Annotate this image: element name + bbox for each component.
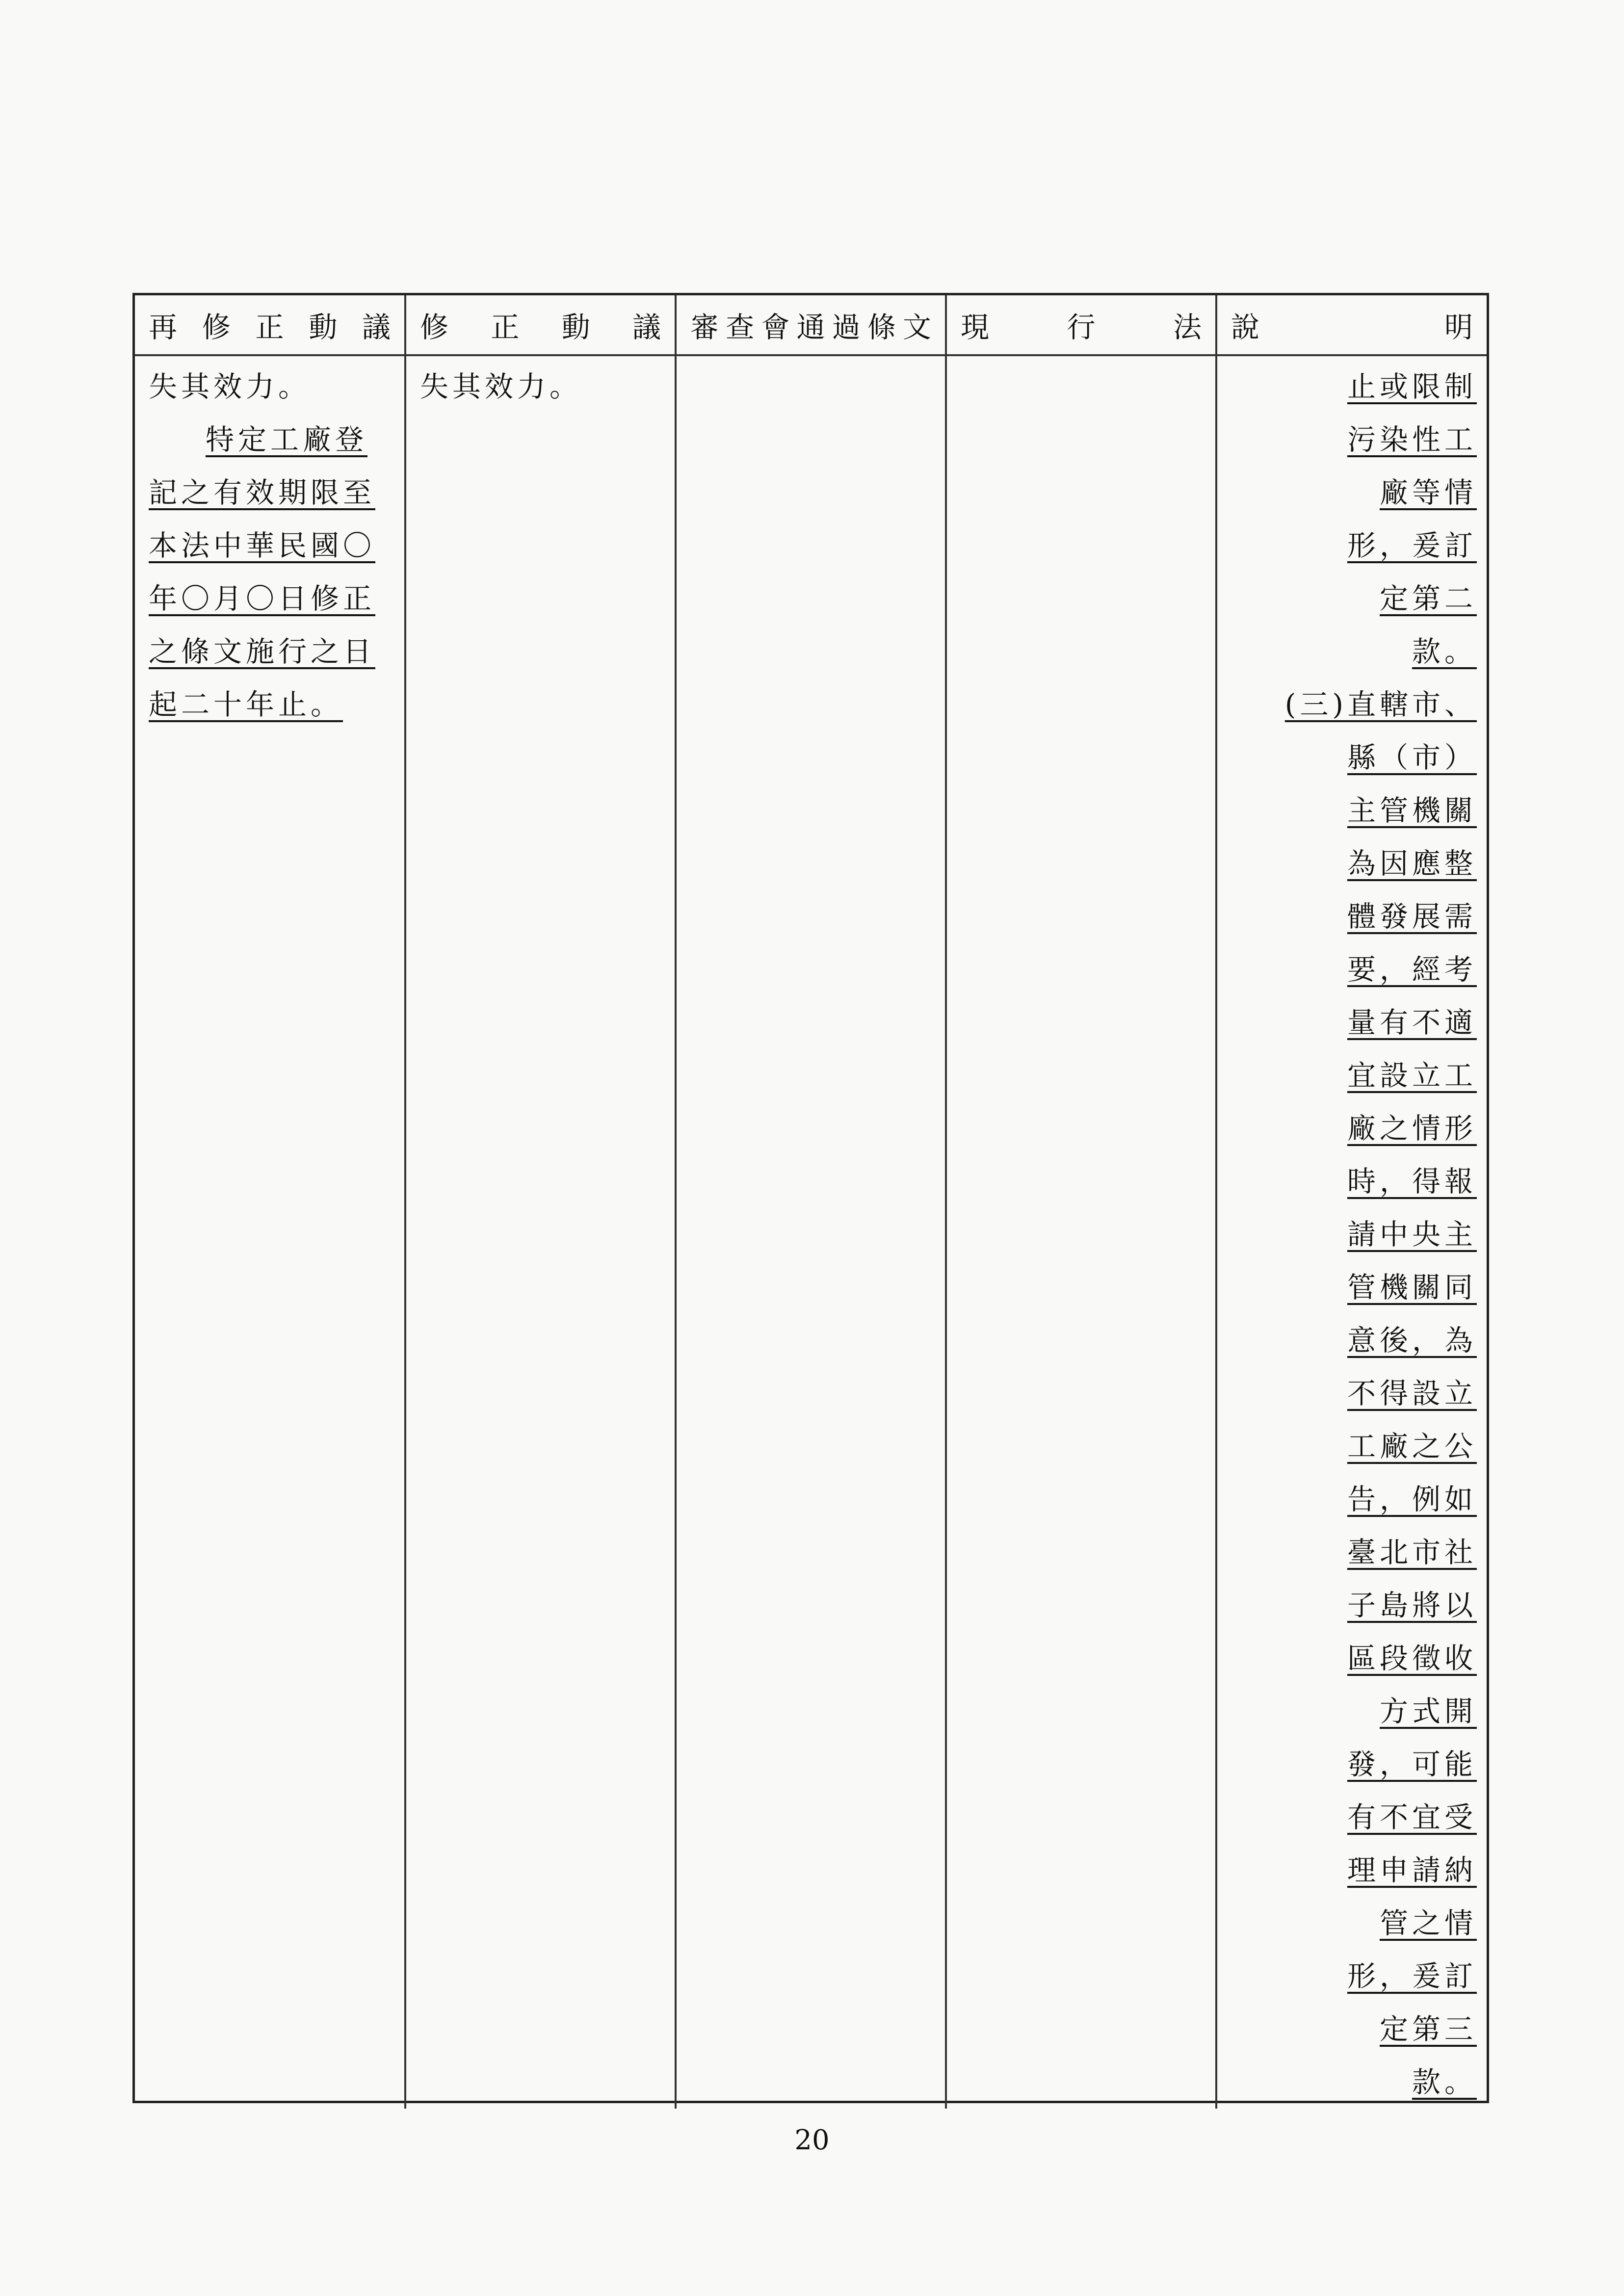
explanation-line: 有不宜受 (1347, 1800, 1477, 1834)
underlined-line: 本法中華民國〇 (149, 529, 376, 562)
explanation-line: 方式開 (1379, 1695, 1477, 1728)
explanation-line: 形，爰訂 (1347, 529, 1477, 562)
explanation-line: 時，得報 (1347, 1165, 1477, 1198)
header-amendment: 修正動議 (405, 295, 676, 355)
explanation-line: 管機關同 (1347, 1271, 1477, 1304)
cell-current-law (946, 355, 1216, 2109)
table-body-row (135, 355, 1487, 2109)
explanation-line: 管之情 (1379, 1906, 1477, 1940)
explanation-line: 工廠之公 (1347, 1430, 1477, 1463)
amendment-table (135, 295, 1487, 2109)
explanation-line: 臺北市社 (1347, 1536, 1477, 1569)
explanation-line: 縣（市） (1347, 741, 1477, 774)
explanation-line: 要，經考 (1347, 953, 1477, 986)
explanation-line: 發，可能 (1347, 1748, 1477, 1781)
explanation-line: 款。 (1412, 635, 1477, 668)
explanation-line: 形，爰訂 (1347, 1959, 1477, 1993)
explanation-line: (三)直轄市、 (1284, 688, 1477, 721)
explanation-line: 不得設立 (1347, 1377, 1477, 1410)
cell-explanation (1216, 355, 1487, 2109)
table-header-row (135, 295, 1487, 355)
underlined-line: 記之有效期限至 (149, 476, 376, 509)
explanation-line: 定第二 (1379, 582, 1477, 615)
header-current-law: 現行法 (946, 295, 1216, 355)
underlined-line: 之條文施行之日 (149, 635, 376, 668)
explanation-line: 意後，為 (1347, 1324, 1477, 1357)
comparison-table (132, 293, 1489, 2103)
header-explanation: 說明 (1216, 295, 1487, 355)
explanation-line: 宜設立工 (1347, 1059, 1477, 1092)
explanation-line: 廠之情形 (1347, 1112, 1477, 1145)
explanation-line: 主管機關 (1347, 794, 1477, 827)
explanation-line: 區段徵收 (1347, 1642, 1477, 1675)
explanation-line: 請中央主 (1347, 1218, 1477, 1251)
cell-committee-text (676, 355, 946, 2109)
header-committee-text: 審查會通過條文 (676, 295, 946, 355)
explanation-line: 子島將以 (1347, 1589, 1477, 1622)
explanation-line: 款。 (1412, 2065, 1477, 2099)
explanation-line: 為因應整 (1347, 847, 1477, 880)
explanation-line: 定第三 (1379, 2012, 1477, 2046)
explanation-line: 污染性工 (1347, 423, 1477, 456)
explanation-text (1217, 356, 1487, 2109)
explanation-line: 體發展需 (1347, 900, 1477, 933)
cell-re-amendment (135, 355, 405, 2109)
explanation-line: 理申請納 (1347, 1853, 1477, 1887)
explanation-line: 廠等情 (1379, 476, 1477, 509)
cell-amendment (405, 355, 676, 2109)
underlined-line: 年〇月〇日修正 (149, 582, 376, 615)
underlined-line: 特定工廠登 (206, 423, 368, 456)
re-amendment-line: 失其效力。 (149, 370, 311, 403)
explanation-line: 止或限制 (1347, 370, 1477, 403)
underlined-line: 起二十年止。 (149, 688, 343, 721)
explanation-line: 告，例如 (1347, 1483, 1477, 1516)
amendment-line: 失其效力。 (420, 370, 582, 403)
explanation-line: 量有不適 (1347, 1006, 1477, 1039)
header-re-amendment: 再修正動議 (135, 295, 405, 355)
page-number: 20 (794, 2124, 830, 2156)
